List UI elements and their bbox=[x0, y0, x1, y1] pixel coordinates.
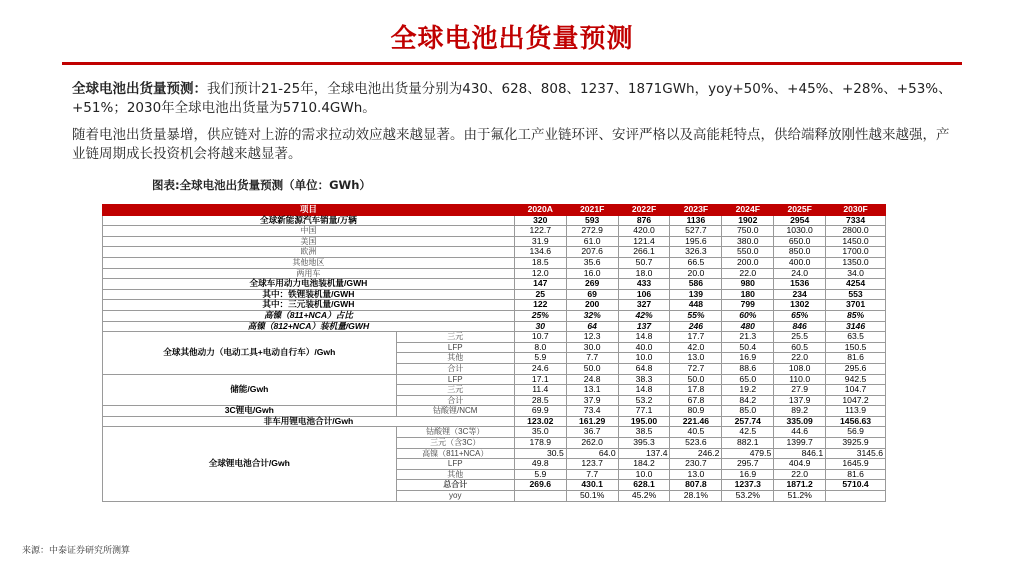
row-label: 中国 bbox=[103, 226, 515, 237]
value-cell: 35.6 bbox=[566, 257, 618, 268]
table-row bbox=[103, 279, 886, 290]
value-cell: 326.3 bbox=[670, 247, 722, 258]
category-label: 储能/Gwh bbox=[103, 374, 397, 406]
value-cell: 1047.2 bbox=[826, 395, 886, 406]
row-label: 总合计 bbox=[396, 480, 514, 491]
value-cell: 84.2 bbox=[722, 395, 774, 406]
paragraph-forecast-text: 我们预计21-25年，全球电池出货量分别为430、628、808、1237、1871GWh，yoy+50%、+45%、+28%、+53%、+51%；2030年全球电池出货量为5710.4GWh。 bbox=[72, 81, 952, 116]
value-cell: 980 bbox=[722, 279, 774, 290]
row-label: 其他 bbox=[396, 353, 514, 364]
value-cell: 5.9 bbox=[514, 469, 566, 480]
value-cell: 21.3 bbox=[722, 332, 774, 343]
value-cell: 61.0 bbox=[566, 236, 618, 247]
value-cell: 53.2% bbox=[722, 491, 774, 502]
value-cell: 38.3 bbox=[618, 374, 670, 385]
value-cell: 137.4 bbox=[618, 448, 670, 459]
table-caption: 图表:全球电池出货量预测（单位：GWh） bbox=[152, 178, 371, 192]
value-cell: 480 bbox=[722, 321, 774, 332]
value-cell: 69 bbox=[566, 289, 618, 300]
row-label: 高镍（812+NCA）装机量/GWH bbox=[103, 321, 515, 332]
value-cell: 122 bbox=[514, 300, 566, 311]
value-cell: 1450.0 bbox=[826, 236, 886, 247]
value-cell: 64.0 bbox=[566, 448, 618, 459]
value-cell: 18.5 bbox=[514, 257, 566, 268]
value-cell: 40.0 bbox=[618, 342, 670, 353]
value-cell: 27.9 bbox=[774, 385, 826, 396]
value-cell: 137 bbox=[618, 321, 670, 332]
row-label: 合计 bbox=[396, 395, 514, 406]
value-cell: 257.74 bbox=[722, 416, 774, 427]
value-cell: 1350.0 bbox=[826, 257, 886, 268]
value-cell: 184.2 bbox=[618, 459, 670, 470]
value-cell: 150.5 bbox=[826, 342, 886, 353]
value-cell: 81.6 bbox=[826, 469, 886, 480]
value-cell: 807.8 bbox=[670, 480, 722, 491]
value-cell: 35.0 bbox=[514, 427, 566, 438]
value-cell: 73.4 bbox=[566, 406, 618, 417]
value-cell: 2800.0 bbox=[826, 226, 886, 237]
value-cell: 137.9 bbox=[774, 395, 826, 406]
table-row bbox=[103, 406, 886, 417]
value-cell: 56.9 bbox=[826, 427, 886, 438]
value-cell: 65% bbox=[774, 310, 826, 321]
value-cell: 404.9 bbox=[774, 459, 826, 470]
value-cell: 108.0 bbox=[774, 363, 826, 374]
column-header: 2024F bbox=[722, 205, 774, 216]
value-cell: 22.0 bbox=[774, 469, 826, 480]
value-cell: 1700.0 bbox=[826, 247, 886, 258]
value-cell: 50.0 bbox=[566, 363, 618, 374]
value-cell: 77.1 bbox=[618, 406, 670, 417]
row-label: 非车用锂电池合计/Gwh bbox=[103, 416, 515, 427]
value-cell: 45.2% bbox=[618, 491, 670, 502]
value-cell: 850.0 bbox=[774, 247, 826, 258]
value-cell: 30 bbox=[514, 321, 566, 332]
value-cell: 7334 bbox=[826, 215, 886, 226]
value-cell: 221.46 bbox=[670, 416, 722, 427]
value-cell: 799 bbox=[722, 300, 774, 311]
value-cell: 846 bbox=[774, 321, 826, 332]
value-cell: 17.1 bbox=[514, 374, 566, 385]
table-row bbox=[103, 310, 886, 321]
row-label: 三元 bbox=[396, 332, 514, 343]
value-cell: 50.1% bbox=[566, 491, 618, 502]
value-cell: 3925.9 bbox=[826, 438, 886, 449]
value-cell: 420.0 bbox=[618, 226, 670, 237]
value-cell: 37.9 bbox=[566, 395, 618, 406]
value-cell: 67.8 bbox=[670, 395, 722, 406]
value-cell: 123.7 bbox=[566, 459, 618, 470]
value-cell: 479.5 bbox=[722, 448, 774, 459]
value-cell: 327 bbox=[618, 300, 670, 311]
value-cell: 31.9 bbox=[514, 236, 566, 247]
value-cell: 8.0 bbox=[514, 342, 566, 353]
category-label: 3C锂电/Gwh bbox=[103, 406, 397, 417]
value-cell: 433 bbox=[618, 279, 670, 290]
row-label: 美国 bbox=[103, 236, 515, 247]
value-cell: 295.7 bbox=[722, 459, 774, 470]
value-cell: 13.0 bbox=[670, 353, 722, 364]
value-cell: 28.1% bbox=[670, 491, 722, 502]
value-cell: 12.3 bbox=[566, 332, 618, 343]
value-cell: 53.2 bbox=[618, 395, 670, 406]
value-cell: 65.0 bbox=[722, 374, 774, 385]
value-cell: 55% bbox=[670, 310, 722, 321]
value-cell: 72.7 bbox=[670, 363, 722, 374]
value-cell: 25.5 bbox=[774, 332, 826, 343]
value-cell: 586 bbox=[670, 279, 722, 290]
table-row bbox=[103, 215, 886, 226]
value-cell: 7.7 bbox=[566, 353, 618, 364]
value-cell: 5.9 bbox=[514, 353, 566, 364]
table-row bbox=[103, 289, 886, 300]
row-label: 高镍（811+NCA） bbox=[396, 448, 514, 459]
row-label: 两用车 bbox=[103, 268, 515, 279]
value-cell: 16.0 bbox=[566, 268, 618, 279]
value-cell bbox=[514, 491, 566, 502]
value-cell: 11.4 bbox=[514, 385, 566, 396]
row-label: 全球新能源汽车销量/万辆 bbox=[103, 215, 515, 226]
value-cell: 25 bbox=[514, 289, 566, 300]
table-row bbox=[103, 321, 886, 332]
value-cell: 24.0 bbox=[774, 268, 826, 279]
row-label: yoy bbox=[396, 491, 514, 502]
value-cell: 14.8 bbox=[618, 332, 670, 343]
value-cell: 25% bbox=[514, 310, 566, 321]
value-cell: 64 bbox=[566, 321, 618, 332]
value-cell: 64.8 bbox=[618, 363, 670, 374]
value-cell: 69.9 bbox=[514, 406, 566, 417]
value-cell: 942.5 bbox=[826, 374, 886, 385]
value-cell: 3146 bbox=[826, 321, 886, 332]
value-cell: 269.6 bbox=[514, 480, 566, 491]
value-cell: 104.7 bbox=[826, 385, 886, 396]
value-cell: 30.5 bbox=[514, 448, 566, 459]
value-cell: 113.9 bbox=[826, 406, 886, 417]
value-cell: 882.1 bbox=[722, 438, 774, 449]
value-cell: 88.6 bbox=[722, 363, 774, 374]
value-cell: 1536 bbox=[774, 279, 826, 290]
table-row bbox=[103, 416, 886, 427]
value-cell: 85% bbox=[826, 310, 886, 321]
column-header: 2022F bbox=[618, 205, 670, 216]
value-cell: 234 bbox=[774, 289, 826, 300]
table-row bbox=[103, 247, 886, 258]
value-cell: 593 bbox=[566, 215, 618, 226]
value-cell: 195.6 bbox=[670, 236, 722, 247]
value-cell: 42% bbox=[618, 310, 670, 321]
value-cell: 195.00 bbox=[618, 416, 670, 427]
table-row bbox=[103, 427, 886, 438]
value-cell: 628.1 bbox=[618, 480, 670, 491]
value-cell: 1902 bbox=[722, 215, 774, 226]
value-cell: 380.0 bbox=[722, 236, 774, 247]
value-cell: 32% bbox=[566, 310, 618, 321]
value-cell: 200 bbox=[566, 300, 618, 311]
title-divider bbox=[62, 62, 962, 65]
value-cell: 50.4 bbox=[722, 342, 774, 353]
value-cell: 17.7 bbox=[670, 332, 722, 343]
row-label: 其他 bbox=[396, 469, 514, 480]
value-cell: 269 bbox=[566, 279, 618, 290]
column-header: 项目 bbox=[103, 205, 515, 216]
row-label: 钴酸锂/NCM bbox=[396, 406, 514, 417]
value-cell: 1456.63 bbox=[826, 416, 886, 427]
value-cell: 246 bbox=[670, 321, 722, 332]
value-cell: 1399.7 bbox=[774, 438, 826, 449]
value-cell: 553 bbox=[826, 289, 886, 300]
forecast-table bbox=[102, 204, 886, 502]
value-cell: 448 bbox=[670, 300, 722, 311]
value-cell: 44.6 bbox=[774, 427, 826, 438]
value-cell: 13.0 bbox=[670, 469, 722, 480]
value-cell: 400.0 bbox=[774, 257, 826, 268]
table-header-row bbox=[103, 205, 886, 216]
row-label: 合计 bbox=[396, 363, 514, 374]
value-cell: 123.02 bbox=[514, 416, 566, 427]
value-cell: 266.1 bbox=[618, 247, 670, 258]
value-cell: 36.7 bbox=[566, 427, 618, 438]
value-cell: 178.9 bbox=[514, 438, 566, 449]
value-cell: 22.0 bbox=[722, 268, 774, 279]
column-header: 2030F bbox=[826, 205, 886, 216]
row-label: LFP bbox=[396, 342, 514, 353]
column-header: 2021F bbox=[566, 205, 618, 216]
value-cell: 1645.9 bbox=[826, 459, 886, 470]
table-row bbox=[103, 257, 886, 268]
row-label: 其中：三元装机量/GWH bbox=[103, 300, 515, 311]
page-title: 全球电池出货量预测 bbox=[390, 24, 634, 54]
row-label: 欧洲 bbox=[103, 247, 515, 258]
category-label: 全球其他动力（电动工具+电动自行车）/Gwh bbox=[103, 332, 397, 374]
value-cell: 272.9 bbox=[566, 226, 618, 237]
value-cell: 650.0 bbox=[774, 236, 826, 247]
value-cell: 4254 bbox=[826, 279, 886, 290]
value-cell: 30.0 bbox=[566, 342, 618, 353]
value-cell: 16.9 bbox=[722, 469, 774, 480]
paragraph-supply-chain: 随着电池出货量暴增，供应链对上游的需求拉动效应越来越显著。由于氟化工产业链环评、安评严格以及高能耗特点，供给端释放刚性越来越强，产业链周期成长投资机会将越来越显著。 bbox=[72, 127, 950, 162]
paragraph-forecast-lead: 全球电池出货量预测： bbox=[72, 81, 207, 97]
value-cell: 20.0 bbox=[670, 268, 722, 279]
row-label: LFP bbox=[396, 459, 514, 470]
value-cell: 89.2 bbox=[774, 406, 826, 417]
table-row bbox=[103, 332, 886, 343]
value-cell: 10.0 bbox=[618, 353, 670, 364]
value-cell: 1030.0 bbox=[774, 226, 826, 237]
value-cell: 28.5 bbox=[514, 395, 566, 406]
value-cell: 550.0 bbox=[722, 247, 774, 258]
row-label: 三元（含3C） bbox=[396, 438, 514, 449]
value-cell: 5710.4 bbox=[826, 480, 886, 491]
value-cell: 40.5 bbox=[670, 427, 722, 438]
value-cell: 161.29 bbox=[566, 416, 618, 427]
value-cell: 200.0 bbox=[722, 257, 774, 268]
value-cell: 13.1 bbox=[566, 385, 618, 396]
value-cell: 34.0 bbox=[826, 268, 886, 279]
value-cell: 335.09 bbox=[774, 416, 826, 427]
value-cell: 38.5 bbox=[618, 427, 670, 438]
value-cell: 395.3 bbox=[618, 438, 670, 449]
value-cell: 2954 bbox=[774, 215, 826, 226]
value-cell: 1136 bbox=[670, 215, 722, 226]
value-cell: 320 bbox=[514, 215, 566, 226]
value-cell: 523.6 bbox=[670, 438, 722, 449]
value-cell: 262.0 bbox=[566, 438, 618, 449]
value-cell: 106 bbox=[618, 289, 670, 300]
value-cell: 10.0 bbox=[618, 469, 670, 480]
value-cell: 750.0 bbox=[722, 226, 774, 237]
value-cell: 22.0 bbox=[774, 353, 826, 364]
value-cell: 50.0 bbox=[670, 374, 722, 385]
value-cell: 122.7 bbox=[514, 226, 566, 237]
value-cell: 876 bbox=[618, 215, 670, 226]
row-label: 三元 bbox=[396, 385, 514, 396]
value-cell: 246.2 bbox=[670, 448, 722, 459]
value-cell: 50.7 bbox=[618, 257, 670, 268]
row-label: 钴酸锂（3C等） bbox=[396, 427, 514, 438]
column-header: 2020A bbox=[514, 205, 566, 216]
value-cell: 24.8 bbox=[566, 374, 618, 385]
row-label: 全球车用动力电池装机量/GWH bbox=[103, 279, 515, 290]
table-row bbox=[103, 236, 886, 247]
value-cell bbox=[826, 491, 886, 502]
value-cell: 230.7 bbox=[670, 459, 722, 470]
value-cell: 24.6 bbox=[514, 363, 566, 374]
row-label: LFP bbox=[396, 374, 514, 385]
value-cell: 14.8 bbox=[618, 385, 670, 396]
table-row bbox=[103, 226, 886, 237]
value-cell: 17.8 bbox=[670, 385, 722, 396]
value-cell: 1871.2 bbox=[774, 480, 826, 491]
value-cell: 430.1 bbox=[566, 480, 618, 491]
value-cell: 207.6 bbox=[566, 247, 618, 258]
value-cell: 18.0 bbox=[618, 268, 670, 279]
value-cell: 10.7 bbox=[514, 332, 566, 343]
column-header: 2023F bbox=[670, 205, 722, 216]
value-cell: 295.6 bbox=[826, 363, 886, 374]
value-cell: 1302 bbox=[774, 300, 826, 311]
value-cell: 110.0 bbox=[774, 374, 826, 385]
value-cell: 42.0 bbox=[670, 342, 722, 353]
value-cell: 3145.6 bbox=[826, 448, 886, 459]
category-label: 全球锂电池合计/Gwh bbox=[103, 427, 397, 501]
value-cell: 60% bbox=[722, 310, 774, 321]
value-cell: 180 bbox=[722, 289, 774, 300]
row-label: 高镍（811+NCA）占比 bbox=[103, 310, 515, 321]
value-cell: 147 bbox=[514, 279, 566, 290]
value-cell: 49.8 bbox=[514, 459, 566, 470]
row-label: 其他地区 bbox=[103, 257, 515, 268]
value-cell: 19.2 bbox=[722, 385, 774, 396]
table-row bbox=[103, 374, 886, 385]
value-cell: 16.9 bbox=[722, 353, 774, 364]
value-cell: 63.5 bbox=[826, 332, 886, 343]
value-cell: 846.1 bbox=[774, 448, 826, 459]
paragraph-forecast bbox=[72, 80, 952, 118]
value-cell: 60.5 bbox=[774, 342, 826, 353]
table-row bbox=[103, 268, 886, 279]
value-cell: 42.5 bbox=[722, 427, 774, 438]
value-cell: 80.9 bbox=[670, 406, 722, 417]
column-header: 2025F bbox=[774, 205, 826, 216]
value-cell: 1237.3 bbox=[722, 480, 774, 491]
value-cell: 85.0 bbox=[722, 406, 774, 417]
value-cell: 51.2% bbox=[774, 491, 826, 502]
value-cell: 139 bbox=[670, 289, 722, 300]
row-label: 其中：铁锂装机量/GWH bbox=[103, 289, 515, 300]
value-cell: 7.7 bbox=[566, 469, 618, 480]
value-cell: 527.7 bbox=[670, 226, 722, 237]
value-cell: 12.0 bbox=[514, 268, 566, 279]
value-cell: 81.6 bbox=[826, 353, 886, 364]
value-cell: 121.4 bbox=[618, 236, 670, 247]
value-cell: 134.6 bbox=[514, 247, 566, 258]
value-cell: 66.5 bbox=[670, 257, 722, 268]
value-cell: 3701 bbox=[826, 300, 886, 311]
table-row bbox=[103, 300, 886, 311]
source-note: 来源：中泰证券研究所测算 bbox=[22, 546, 131, 556]
